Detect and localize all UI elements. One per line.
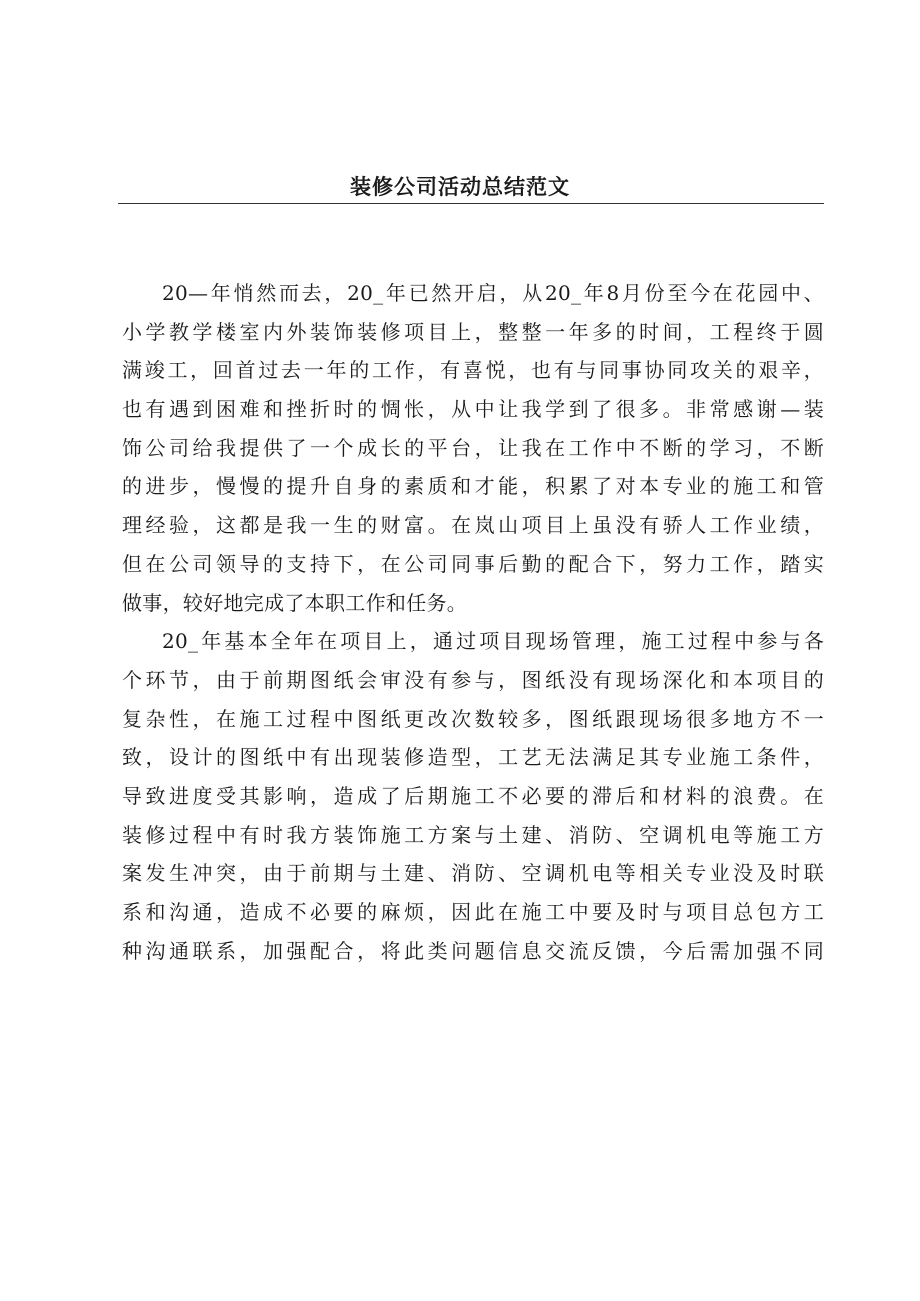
paragraph-1-line: 小学教学楼室内外装饰装修项目上，整整一年多的时间，工程终于圆 (122, 319, 824, 344)
paragraph-1-line: 饰公司给我提供了一个成长的平台，让我在工作中不断的学习，不断 (122, 435, 824, 460)
paragraph-2-line: 装修过程中有时我方装饰施工方案与土建、消防、空调机电等施工方 (122, 822, 824, 847)
paragraph-1-line: 20—年悄然而去，20_年已然开启，从20_年8月份至今在花园中、 (162, 281, 824, 305)
paragraph-2-line: 致，设计的图纸中有出现装修造型，工艺无法满足其专业施工条件， (122, 745, 824, 770)
paragraph-1-line: 也有遇到困难和挫折时的惆怅，从中让我学到了很多。非常感谢—装 (122, 397, 824, 422)
paragraph-1-line: 的进步，慢慢的提升自身的素质和才能，积累了对本专业的施工和管 (122, 474, 824, 499)
paragraph-1-line: 但在公司领导的支持下，在公司同事后勤的配合下，努力工作，踏实 (122, 551, 824, 576)
paragraph-2-line: 系和沟通，造成不必要的麻烦，因此在施工中要及时与项目总包方工 (122, 900, 824, 924)
paragraph-1-line: 理经验，这都是我一生的财富。在岚山项目上虽没有骄人工作业绩， (122, 513, 824, 538)
paragraph-2-line: 案发生冲突，由于前期与土建、消防、空调机电等相关专业没及时联 (122, 861, 824, 886)
document-body (122, 274, 824, 970)
document-title: 装修公司活动总结范文 (350, 175, 570, 199)
paragraph-1-line: 做事，较好地完成了本职工作和任务。 (122, 590, 468, 615)
title-underline (118, 203, 824, 204)
paragraph-2-line: 20_年基本全年在项目上，通过项目现场管理，施工过程中参与各 (162, 629, 824, 654)
paragraph-1-line: 满竣工，回首过去一年的工作，有喜悦，也有与同事协同攻关的艰辛， (122, 358, 824, 383)
paragraph-2-line: 导致进度受其影响，造成了后期施工不必要的滞后和材料的浪费。在 (122, 783, 824, 808)
paragraph-2-line: 个环节，由于前期图纸会审没有参与，图纸没有现场深化和本项目的 (122, 667, 824, 692)
paragraph-2-line: 种沟通联系，加强配合，将此类问题信息交流反馈，今后需加强不同 (122, 938, 824, 963)
paragraph-2-line: 复杂性，在施工过程中图纸更改次数较多，图纸跟现场很多地方不一 (122, 706, 824, 731)
